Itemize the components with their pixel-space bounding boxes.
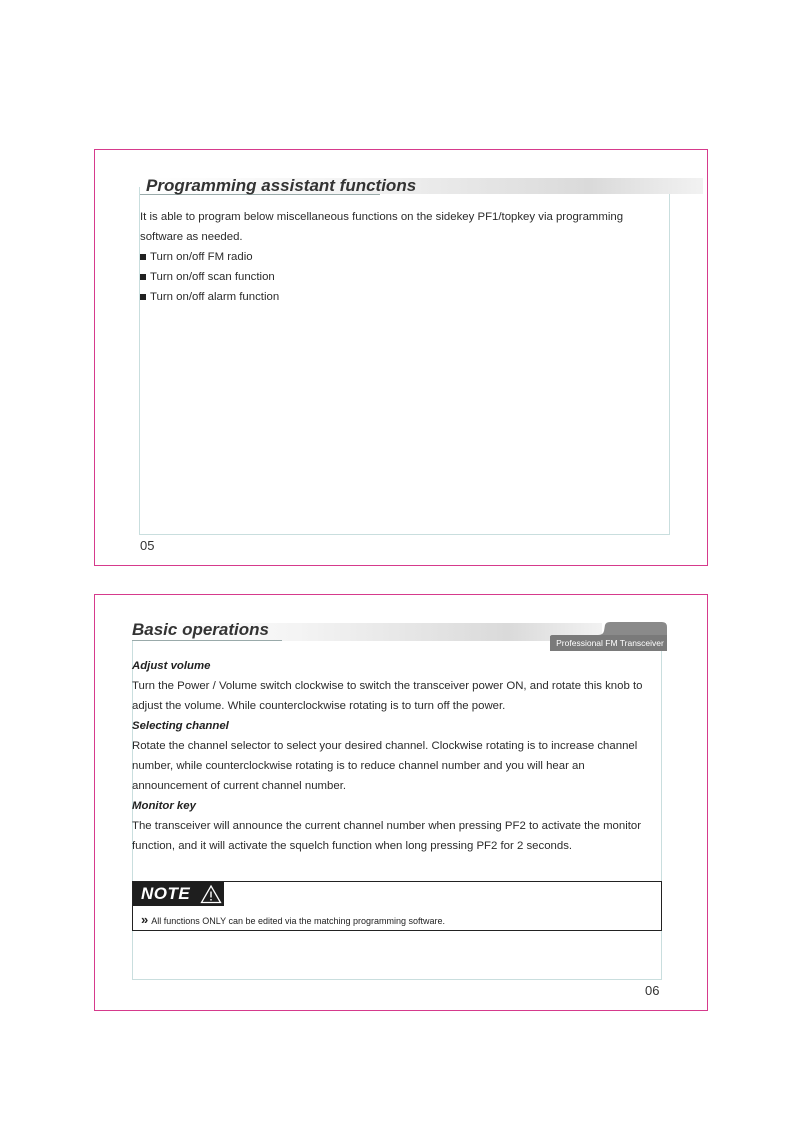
section-line: Turn the Power / Volume switch clockwise to switch the transceiver power ON, and rotate this knob to [132, 680, 643, 692]
section-heading: Adjust volume [132, 660, 211, 672]
note-header [133, 882, 224, 906]
page-05-title: Programming assistant functions [146, 176, 417, 195]
section-line: announcement of current channel number. [132, 780, 347, 792]
bullet-item [140, 267, 670, 287]
page-06-title: Basic operations [132, 620, 269, 639]
intro-line-2: software as needed. [140, 231, 243, 243]
double-chevron-icon: » [141, 912, 149, 927]
bullet-item [140, 287, 670, 307]
section-heading: Monitor key [132, 800, 196, 812]
bullet-square-icon [140, 254, 146, 260]
section-line: adjust the volume. While counterclockwise rotating is to turn off the power. [132, 700, 506, 712]
warning-triangle-icon [200, 884, 222, 904]
bullet-square-icon [140, 294, 146, 300]
bullet-text: Turn on/off scan function [150, 271, 275, 283]
product-tab-label: Professional FM Transceiver [556, 638, 664, 648]
bullet-text: Turn on/off FM radio [150, 251, 253, 263]
bullet-square-icon [140, 274, 146, 280]
note-label: NOTE [141, 884, 191, 903]
bullet-item [140, 247, 670, 267]
bullet-text: Turn on/off alarm function [150, 291, 280, 303]
section-line: number, while counterclockwise rotating is to reduce channel number and you will hear an [132, 760, 585, 772]
page-05-body [140, 207, 670, 307]
page-06-title-underline [132, 640, 282, 641]
section-line: function, and it will activate the squelch function when long pressing PF2 for 2 seconds. [132, 840, 573, 852]
page-06-body [132, 656, 664, 856]
section-line: The transceiver will announce the current channel number when pressing PF2 to activate the monitor [132, 820, 642, 832]
section-heading: Selecting channel [132, 720, 229, 732]
section-line: Rotate the channel selector to select your desired channel. Clockwise rotating is to increase channel [132, 740, 638, 752]
page-number-05: 05 [140, 538, 155, 553]
note-box [132, 881, 662, 931]
intro-line-1: It is able to program below miscellaneous functions on the sidekey PF1/topkey via programming [140, 211, 624, 223]
page-number-06: 06 [645, 983, 660, 998]
note-message: All functions ONLY can be edited via the matching programming software. [151, 916, 446, 926]
note-text [141, 912, 445, 927]
